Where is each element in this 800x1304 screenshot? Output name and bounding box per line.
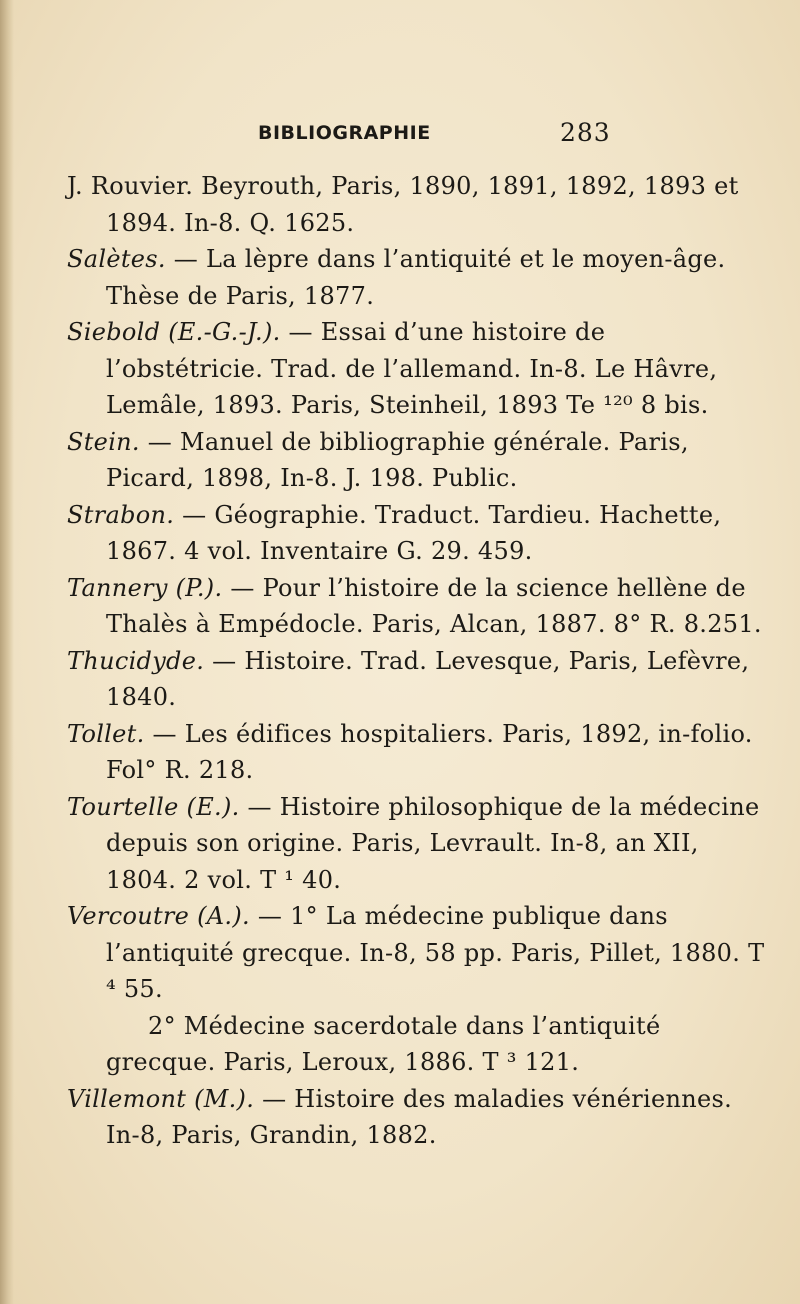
entry-text: — Histoire. Trad. Levesque, Paris, Lefèvre, 1840. bbox=[106, 646, 750, 711]
bibliography-entry bbox=[67, 643, 767, 716]
bibliography-entry bbox=[67, 314, 767, 424]
bibliography-entry bbox=[67, 716, 767, 789]
bibliography-entry bbox=[67, 497, 767, 570]
entry-text: J. Rouvier. Beyrouth, Paris, 1890, 1891, 1892, 1893 et 1894. In-8. Q. 1625. bbox=[67, 172, 739, 237]
bibliography-entry bbox=[67, 789, 767, 899]
bibliography-entry bbox=[67, 168, 767, 241]
bibliography-entry bbox=[67, 424, 767, 497]
entry-author: Tourtelle (E.). bbox=[67, 792, 240, 821]
bibliography-entry bbox=[67, 898, 767, 1008]
bibliography-list bbox=[67, 168, 767, 1154]
entry-author: Strabon. bbox=[67, 500, 175, 529]
entry-text: — Les édifices hospitaliers. Paris, 1892, in-folio. Fol° R. 218. bbox=[106, 719, 753, 784]
entry-author: Salètes. bbox=[67, 245, 166, 273]
bibliography-entry bbox=[67, 570, 767, 643]
entry-text: — 1° La médecine publique dans l’antiquité grecque. In-8, 58 pp. Paris, Pillet, 1880. T ⁴ 55. bbox=[106, 902, 765, 1003]
entry-text: — Essai d’une histoire de l’obstétricie. Trad. de l’allemand. In-8. Le Hâvre, Lemâle, 1893. Paris, Steinheil, 1893 Te ¹²⁰ 8 bis. bbox=[106, 318, 718, 419]
page-number: 283 bbox=[560, 118, 611, 147]
entry-author: Stein. bbox=[67, 427, 140, 456]
entry-text: — Manuel de bibliographie générale. Paris, Picard, 1898, In-8. J. 198. Public. bbox=[106, 427, 689, 492]
bibliography-entry bbox=[67, 1081, 767, 1154]
entry-text: 2° Médecine sacerdotale dans l’antiquité grecque. Paris, Leroux, 1886. T ³ 121. bbox=[106, 1011, 661, 1076]
entry-author: Siebold (E.-G.-J.). bbox=[67, 318, 281, 346]
bibliography-entry bbox=[67, 241, 767, 314]
entry-text: — Histoire philosophique de la médecine depuis son origine. Paris, Levrault. In-8, an XII, 1804. 2 vol. T ¹ 40. bbox=[106, 792, 760, 894]
entry-author: Villemont (M.). bbox=[67, 1084, 255, 1113]
entry-text: — La lèpre dans l’antiquité et le moyen-âge. Thèse de Paris, 1877. bbox=[106, 245, 726, 310]
entry-text: — Géographie. Traduct. Tardieu. Hachette, 1867. 4 vol. Inventaire G. 29. 459. bbox=[106, 500, 722, 565]
entry-author: Tollet. bbox=[67, 719, 145, 748]
entry-author: Tannery (P.). bbox=[67, 573, 223, 602]
entry-text: — Pour l’histoire de la science hellène de Thalès à Empédocle. Paris, Alcan, 1887. 8° R. 8.251. bbox=[106, 573, 762, 638]
entry-text: — Histoire des maladies vénériennes. In-8, Paris, Grandin, 1882. bbox=[106, 1084, 733, 1149]
running-title: BIBLIOGRAPHIE bbox=[258, 122, 431, 144]
bibliography-sub-entry bbox=[67, 1008, 767, 1081]
entry-author: Vercoutre (A.). bbox=[67, 902, 250, 930]
page-binding-edge bbox=[0, 0, 14, 1304]
page-header bbox=[0, 118, 800, 152]
entry-author: Thucidyde. bbox=[67, 646, 205, 675]
